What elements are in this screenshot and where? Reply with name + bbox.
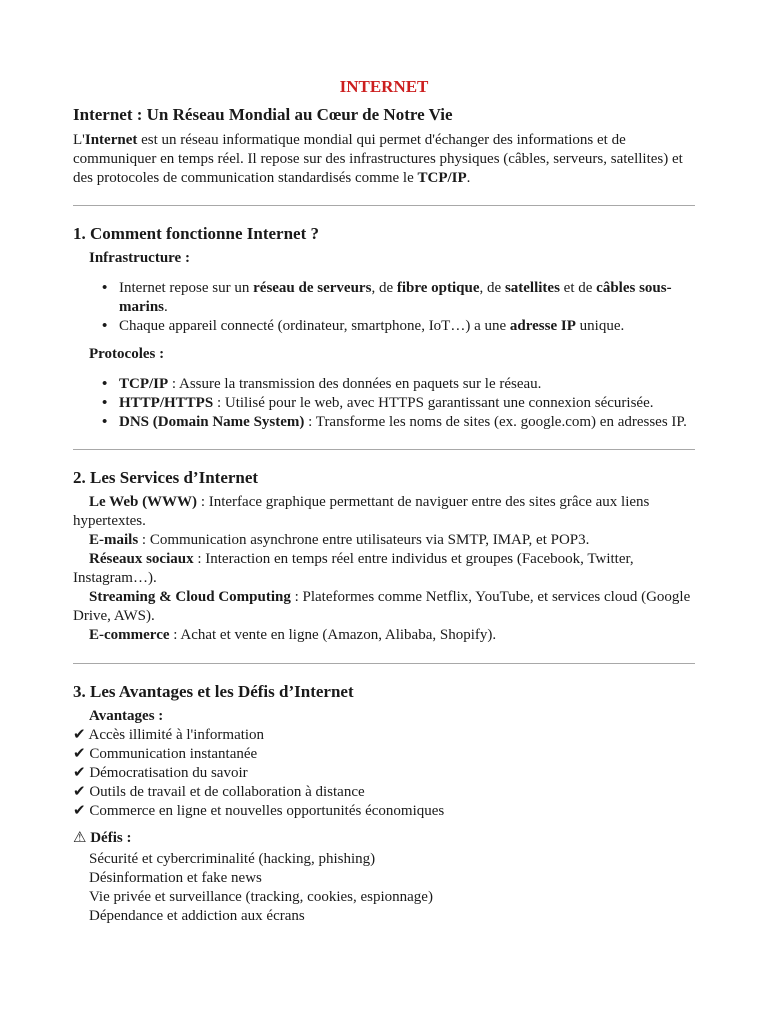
document-subtitle: Internet : Un Réseau Mondial au Cœur de Notre Vie <box>73 105 453 124</box>
defis-label: Défis : <box>90 830 132 846</box>
defi-item: Vie privée et surveillance (tracking, cookies, espionnage) <box>89 889 433 905</box>
defi-item: Sécurité et cybercriminalité (hacking, phishing) <box>89 851 376 867</box>
service-item: Réseaux sociaux : Interaction en temps réel entre individus et groupes (Facebook, Twitter, Instagram…). <box>73 551 634 586</box>
list-item: • Internet repose sur un réseau de serveurs, de fibre optique, de satellites et de câbles sous-marins. <box>119 279 695 317</box>
section-divider <box>73 205 695 206</box>
infrastructure-list <box>73 279 695 336</box>
avantage-item: ✔ Outils de travail et de collaboration à distance <box>73 784 365 800</box>
defi-item: Dépendance et addiction aux écrans <box>89 908 305 924</box>
document-body <box>73 76 695 926</box>
list-item: • Chaque appareil connecté (ordinateur, smartphone, IoT…) a une adresse IP unique. <box>119 317 695 336</box>
defi-item: Désinformation et fake news <box>89 870 262 886</box>
avantage-item: ✔ Démocratisation du savoir <box>73 765 248 781</box>
infrastructure-label: Infrastructure : <box>89 250 190 266</box>
section-divider <box>73 663 695 664</box>
avantages-label: Avantages : <box>89 708 164 724</box>
service-item: Streaming & Cloud Computing : Plateformes comme Netflix, YouTube, et services cloud (Google Drive, AWS). <box>73 589 691 624</box>
service-item: E-commerce : Achat et vente en ligne (Amazon, Alibaba, Shopify). <box>89 627 497 643</box>
avantages-list <box>73 726 695 821</box>
avantage-item: ✔ Accès illimité à l'information <box>73 727 265 743</box>
warning-icon: ⚠ <box>73 830 87 846</box>
list-item: • HTTP/HTTPS : Utilisé pour le web, avec HTTPS garantissant une connexion sécurisée. <box>119 394 695 413</box>
section-1-heading: 1. Comment fonctionne Internet ? <box>73 224 319 243</box>
services-list <box>73 493 695 645</box>
defis-heading <box>73 829 695 848</box>
protocols-label: Protocoles : <box>89 346 165 362</box>
section-divider <box>73 449 695 450</box>
section-3-heading: 3. Les Avantages et les Défis d’Internet <box>73 682 354 701</box>
document-title: INTERNET <box>339 77 429 96</box>
list-item: • TCP/IP : Assure la transmission des données en paquets sur le réseau. <box>119 375 695 394</box>
protocols-list <box>73 375 695 432</box>
service-item: Le Web (WWW) : Interface graphique permettant de naviguer entre des sites grâce aux liens hypertextes. <box>73 494 650 529</box>
section-2-heading: 2. Les Services d’Internet <box>73 468 259 487</box>
defis-list <box>73 850 695 926</box>
list-item: • DNS (Domain Name System) : Transforme les noms de sites (ex. google.com) en adresses IP. <box>119 413 695 432</box>
avantage-item: ✔ Commerce en ligne et nouvelles opportunités économiques <box>73 803 445 819</box>
intro-paragraph: L'Internet est un réseau informatique mondial qui permet d'échanger des informations et de communiquer en temps réel. Il repose sur des infrastructures physiques (câbles, serveurs, satellites) et des protocoles de communication standardisés comme le TCP/IP. <box>73 132 683 186</box>
avantage-item: ✔ Communication instantanée <box>73 746 258 762</box>
service-item: E-mails : Communication asynchrone entre utilisateurs via SMTP, IMAP, et POP3. <box>89 532 590 548</box>
